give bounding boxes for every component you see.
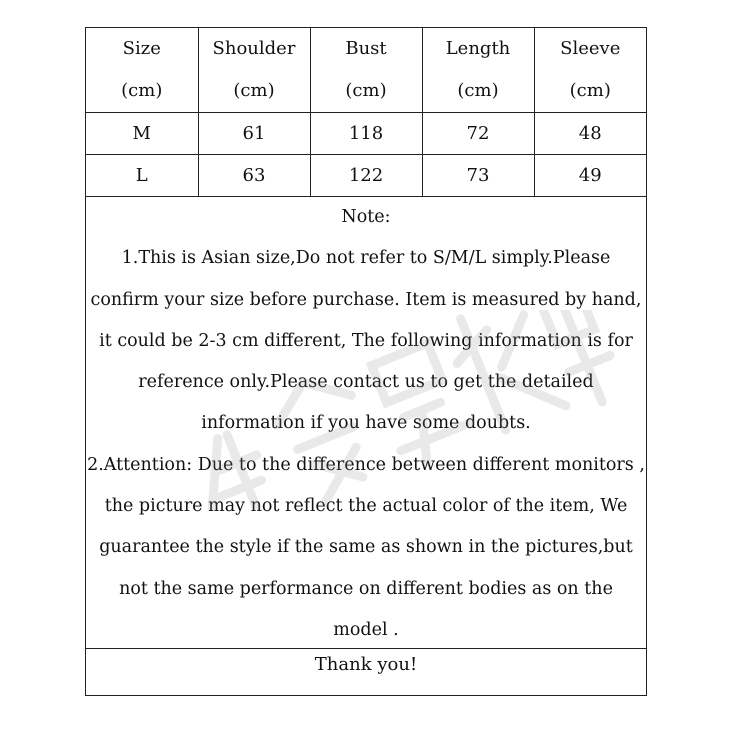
cell-bust: 118 — [310, 113, 422, 155]
cell-shoulder: 61 — [198, 113, 310, 155]
cell-sleeve: 48 — [534, 113, 646, 155]
note-line: it could be 2-3 cm different, The following information is for — [99, 330, 633, 351]
header-label: Bust — [345, 38, 387, 59]
table-row — [86, 113, 646, 155]
note-line: confirm your size before purchase. Item is measured by hand, — [90, 289, 642, 310]
header-label: Sleeve — [560, 38, 621, 59]
header-unit: (cm) — [233, 80, 275, 101]
thank-you-text: Thank you! — [314, 654, 418, 675]
cell-bust: 122 — [310, 155, 422, 197]
header-length — [422, 28, 534, 113]
header-size — [86, 28, 198, 113]
header-label: Length — [445, 38, 511, 59]
cell-length: 73 — [422, 155, 534, 197]
table-header-row — [86, 28, 646, 113]
header-label: Shoulder — [212, 38, 296, 59]
note-line: 2.Attention: Due to the difference between different monitors , — [87, 454, 645, 475]
note-line: reference only.Please contact us to get the detailed — [138, 372, 594, 393]
cell-shoulder: 63 — [198, 155, 310, 197]
note-line: the picture may not reflect the actual color of the item, We — [104, 496, 628, 517]
cell-length: 72 — [422, 113, 534, 155]
cell-size: M — [86, 113, 198, 155]
note-line: model . — [333, 619, 399, 640]
header-unit: (cm) — [569, 80, 611, 101]
header-unit: (cm) — [121, 80, 163, 101]
note-section — [86, 197, 646, 649]
header-bust — [310, 28, 422, 113]
header-label: Size — [122, 38, 161, 59]
note-line: not the same performance on different bodies as on the — [119, 578, 613, 599]
note-title: Note: — [341, 207, 391, 227]
note-line: guarantee the style if the same as shown in the pictures,but — [99, 537, 633, 558]
table-row — [86, 155, 646, 197]
header-unit: (cm) — [457, 80, 499, 101]
cell-size: L — [86, 155, 198, 197]
header-shoulder — [198, 28, 310, 113]
header-sleeve — [534, 28, 646, 113]
size-table — [86, 28, 646, 197]
cell-sleeve: 49 — [534, 155, 646, 197]
header-unit: (cm) — [345, 80, 387, 101]
note-line: information if you have some doubts. — [201, 413, 531, 434]
size-chart-sheet — [85, 27, 647, 696]
note-line: 1.This is Asian size,Do not refer to S/M/L simply.Please — [121, 248, 611, 269]
